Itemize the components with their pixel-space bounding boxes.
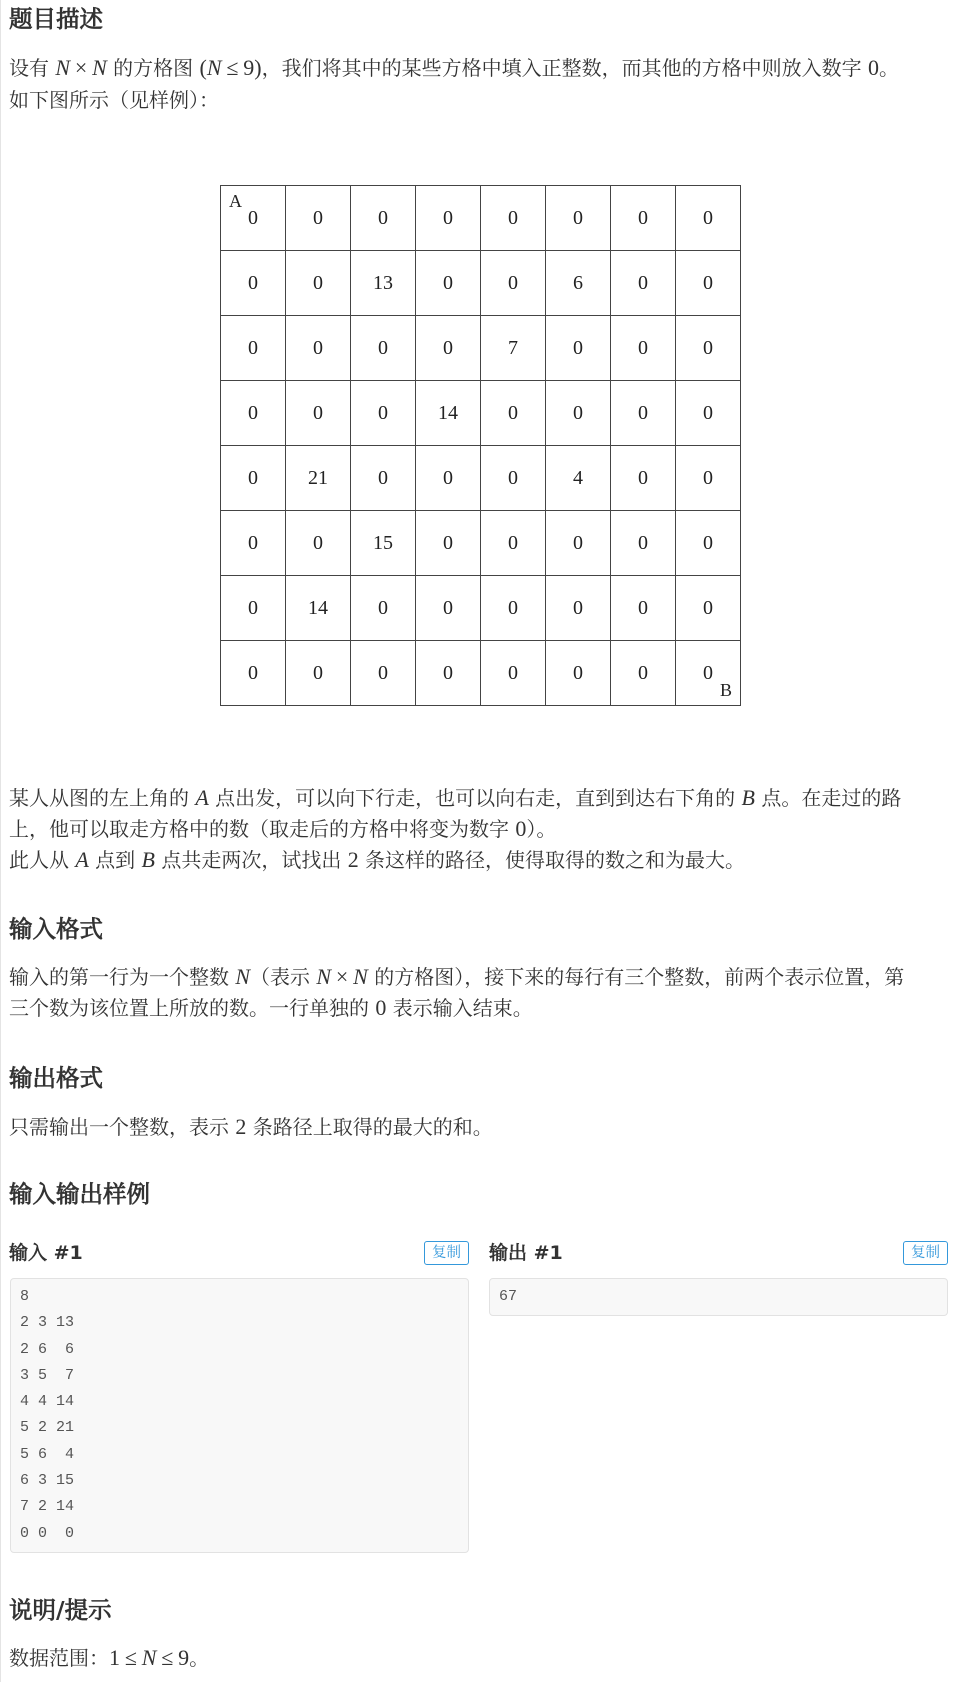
cell-value: 0	[443, 596, 453, 619]
copy-output-button[interactable]: 复制	[903, 1241, 948, 1265]
end-corner-label: B	[719, 680, 732, 700]
cell-value: 0	[443, 466, 453, 489]
sample-output-label: 输出 #1	[489, 1242, 563, 1264]
cell-value: 0	[443, 271, 453, 294]
math-var: N	[141, 1645, 157, 1670]
grid-cell	[546, 186, 611, 251]
cell-value: 0	[248, 206, 258, 229]
cell-value: 0	[313, 271, 323, 294]
grid-cell	[416, 446, 481, 511]
text-run: 条这样的路径，使得取得的数之和为最大。	[358, 848, 746, 872]
grid-cell	[351, 186, 416, 251]
math-num: 2	[347, 847, 359, 872]
grid-cell	[286, 511, 351, 576]
grid-cell	[416, 576, 481, 641]
math-num: (	[199, 55, 207, 80]
text-run: 设有	[9, 56, 56, 80]
text-line	[9, 992, 904, 1023]
grid-cell	[676, 381, 741, 446]
cell-value: 0	[378, 336, 388, 359]
text-run: 点出发，可以向下行走，也可以向右走，直到到达右下角的	[208, 786, 742, 810]
grid-cell	[481, 381, 546, 446]
cell-value: 0	[703, 661, 713, 684]
grid-cell	[221, 511, 286, 576]
cell-value: 14	[308, 596, 328, 619]
grid-cell	[611, 511, 676, 576]
cell-value: 0	[573, 336, 583, 359]
sample-output-code: 67	[499, 1288, 518, 1305]
grid-cell	[351, 511, 416, 576]
cell-value: 0	[638, 401, 648, 424]
sample-output-box	[489, 1278, 948, 1316]
grid-cell	[546, 446, 611, 511]
cell-value: 0	[508, 466, 518, 489]
samples-heading: 输入输出样例	[9, 1180, 150, 1208]
output-format-heading: 输出格式	[9, 1064, 103, 1092]
cell-value: 0	[638, 271, 648, 294]
cell-value: 14	[438, 401, 458, 424]
grid-cell	[546, 316, 611, 381]
grid-cell	[286, 381, 351, 446]
text-run: 数据范围：	[9, 1646, 109, 1670]
grid-cell	[676, 186, 741, 251]
math-num: 2	[235, 1114, 247, 1139]
input-format-heading: 输入格式	[9, 915, 103, 943]
grid-cell	[286, 641, 351, 706]
math-var: N	[206, 55, 222, 80]
grid-cell	[611, 186, 676, 251]
math-num: 9	[178, 1645, 190, 1670]
grid-cell	[221, 446, 286, 511]
grid-cell	[221, 576, 286, 641]
cell-value: 0	[638, 596, 648, 619]
cell-value: 15	[373, 531, 393, 554]
grid-cell	[221, 316, 286, 381]
cell-value: 0	[573, 401, 583, 424]
text-line	[9, 813, 901, 844]
grid-cell	[611, 576, 676, 641]
cell-value: 0	[703, 401, 713, 424]
grid-cell	[481, 186, 546, 251]
math-op: ≤	[226, 55, 239, 80]
math-num: 0	[375, 995, 387, 1020]
text-line	[9, 844, 901, 875]
grid-cell	[351, 641, 416, 706]
sample-input-label: 输入 #1	[9, 1242, 83, 1264]
cell-value: 13	[373, 271, 393, 294]
cell-value: 0	[378, 661, 388, 684]
cell-value: 4	[573, 466, 583, 489]
grid-cell	[611, 641, 676, 706]
grid-cell	[611, 381, 676, 446]
cell-value: 0	[508, 271, 518, 294]
math-op: ×	[74, 55, 88, 80]
cell-value: 0	[573, 206, 583, 229]
cell-value: 0	[313, 531, 323, 554]
grid-cell	[481, 316, 546, 381]
grid-cell	[481, 251, 546, 316]
text-line	[9, 961, 904, 992]
cell-value: 0	[443, 531, 453, 554]
math-var: N	[353, 964, 368, 989]
cell-value: 0	[313, 336, 323, 359]
cell-value: 0	[378, 466, 388, 489]
math-var: B	[141, 847, 155, 872]
grid-cell	[676, 576, 741, 641]
grid-cell	[351, 446, 416, 511]
description-text	[9, 51, 899, 117]
text-line	[9, 1111, 493, 1142]
math-var: N	[316, 964, 332, 989]
text-run: 条路径上取得的最大的和。	[246, 1115, 493, 1139]
text-run: 点共走两次，试找出	[154, 848, 348, 872]
grid-cell	[611, 251, 676, 316]
grid-cell	[481, 576, 546, 641]
text-run: 。	[878, 56, 899, 80]
cell-value: 0	[573, 661, 583, 684]
text-run: 的方格图），接下来的每行有三个整数，前两个表示位置，第	[367, 965, 905, 989]
grid-figure	[220, 185, 741, 706]
math-num: 0	[867, 55, 879, 80]
text-run: 只需输出一个整数，表示	[9, 1115, 236, 1139]
grid-cell	[546, 251, 611, 316]
start-corner-label: A	[229, 191, 242, 211]
cell-value: 0	[508, 401, 518, 424]
grid-cell	[351, 316, 416, 381]
grid-cell	[221, 186, 286, 251]
grid-cell	[611, 316, 676, 381]
text-line	[9, 1642, 209, 1673]
grid-cell	[286, 316, 351, 381]
hint-text	[9, 1642, 209, 1673]
cell-value: 6	[573, 271, 583, 294]
math-op: ×	[335, 964, 349, 989]
cell-value: 0	[248, 401, 258, 424]
grid-cell	[676, 251, 741, 316]
grid-cell	[546, 511, 611, 576]
grid-cell	[221, 641, 286, 706]
text-run: 点。在走过的路	[754, 786, 902, 810]
cell-value: 0	[703, 466, 713, 489]
grid-cell	[416, 186, 481, 251]
cell-value: 0	[638, 531, 648, 554]
text-run: 如下图所示（见样例）：	[9, 88, 219, 112]
input-format-text	[9, 961, 904, 1023]
text-run: ）。	[526, 817, 557, 841]
grid-cell	[546, 576, 611, 641]
math-num: 0	[515, 816, 527, 841]
math-var: A	[75, 847, 89, 872]
cell-value: 0	[248, 596, 258, 619]
grid-cell	[481, 446, 546, 511]
grid-cell	[416, 511, 481, 576]
cell-value: 0	[703, 531, 713, 554]
cell-value: 21	[308, 466, 328, 489]
cell-value: 0	[313, 206, 323, 229]
text-line	[9, 782, 901, 813]
math-var: N	[235, 964, 251, 989]
grid-cell	[416, 251, 481, 316]
cell-value: 0	[703, 271, 713, 294]
cell-value: 0	[508, 206, 518, 229]
cell-value: 0	[248, 531, 258, 554]
math-op: ≤	[124, 1645, 137, 1670]
grid-cell	[351, 381, 416, 446]
text-run: 的方格图	[106, 56, 200, 80]
cell-value: 0	[443, 206, 453, 229]
cell-value: 0	[443, 661, 453, 684]
grid-cell	[286, 251, 351, 316]
text-run: ，我们将其中的某些方格中填入正整数，而其他的方格中则放入数字	[261, 56, 868, 80]
cell-value: 0	[703, 336, 713, 359]
math-op: ≤	[161, 1645, 174, 1670]
grid-cell	[481, 511, 546, 576]
text-run: 表示输入结束。	[386, 996, 533, 1020]
cell-value: 0	[248, 271, 258, 294]
grid-cell	[286, 186, 351, 251]
grid-cell	[546, 381, 611, 446]
grid-cell	[286, 576, 351, 641]
grid-cell	[676, 641, 741, 706]
cell-value: 0	[378, 401, 388, 424]
cell-value: 0	[443, 336, 453, 359]
output-format-text	[9, 1111, 493, 1142]
text-run: 三个数为该位置上所放的数。一行单独的	[9, 996, 376, 1020]
cell-value: 0	[573, 596, 583, 619]
sample-input-box	[10, 1278, 469, 1553]
text-line	[9, 51, 899, 84]
description-rules-text	[9, 782, 901, 875]
grid-cell	[676, 511, 741, 576]
grid-cell	[221, 381, 286, 446]
math-var: N	[55, 55, 71, 80]
grid-cell	[416, 381, 481, 446]
cell-value: 0	[378, 206, 388, 229]
sample-input-code: 8 2 3 13 2 6 6 3 5 7 4 4 14 5 2 21 5 6 4 6 3 15 7 2 14 0 0 0	[20, 1288, 75, 1542]
cell-value: 0	[638, 206, 648, 229]
copy-input-button[interactable]: 复制	[424, 1241, 469, 1265]
math-var: B	[741, 785, 755, 810]
cell-value: 7	[508, 336, 518, 359]
hint-heading: 说明/提示	[9, 1596, 112, 1624]
page-edge	[0, 0, 1, 1682]
cell-value: 0	[313, 661, 323, 684]
math-var: N	[92, 55, 107, 80]
cell-value: 0	[248, 466, 258, 489]
math-var: A	[195, 785, 209, 810]
grid-cell	[611, 446, 676, 511]
cell-value: 0	[313, 401, 323, 424]
grid-cell	[416, 316, 481, 381]
text-run: 点到	[88, 848, 142, 872]
grid-cell	[481, 641, 546, 706]
text-run: 某人从图的左上角的	[9, 786, 196, 810]
cell-value: 0	[378, 596, 388, 619]
cell-value: 0	[638, 336, 648, 359]
cell-value: 0	[703, 206, 713, 229]
grid-cell	[676, 316, 741, 381]
cell-value: 0	[248, 336, 258, 359]
grid-cell	[221, 251, 286, 316]
text-run: 上，他可以取走方格中的数（取走后的方格中将变为数字	[9, 817, 516, 841]
text-run: 此人从	[9, 848, 76, 872]
description-heading: 题目描述	[9, 5, 103, 33]
grid-cell	[416, 641, 481, 706]
cell-value: 0	[638, 661, 648, 684]
grid-cell	[676, 446, 741, 511]
cell-value: 0	[508, 531, 518, 554]
grid-cell	[351, 251, 416, 316]
grid-cell	[546, 641, 611, 706]
grid-cell	[286, 446, 351, 511]
cell-value: 0	[248, 661, 258, 684]
text-run: 输入的第一行为一个整数	[9, 965, 236, 989]
cell-value: 0	[573, 531, 583, 554]
text-run: 。	[189, 1646, 210, 1670]
grid-cell	[351, 576, 416, 641]
cell-value: 0	[508, 596, 518, 619]
text-run: （表示	[250, 965, 317, 989]
cell-value: 0	[508, 661, 518, 684]
text-line	[9, 84, 899, 117]
math-num: 9)	[243, 55, 262, 80]
cell-value: 0	[703, 596, 713, 619]
cell-value: 0	[638, 466, 648, 489]
math-num: 1	[109, 1645, 120, 1670]
